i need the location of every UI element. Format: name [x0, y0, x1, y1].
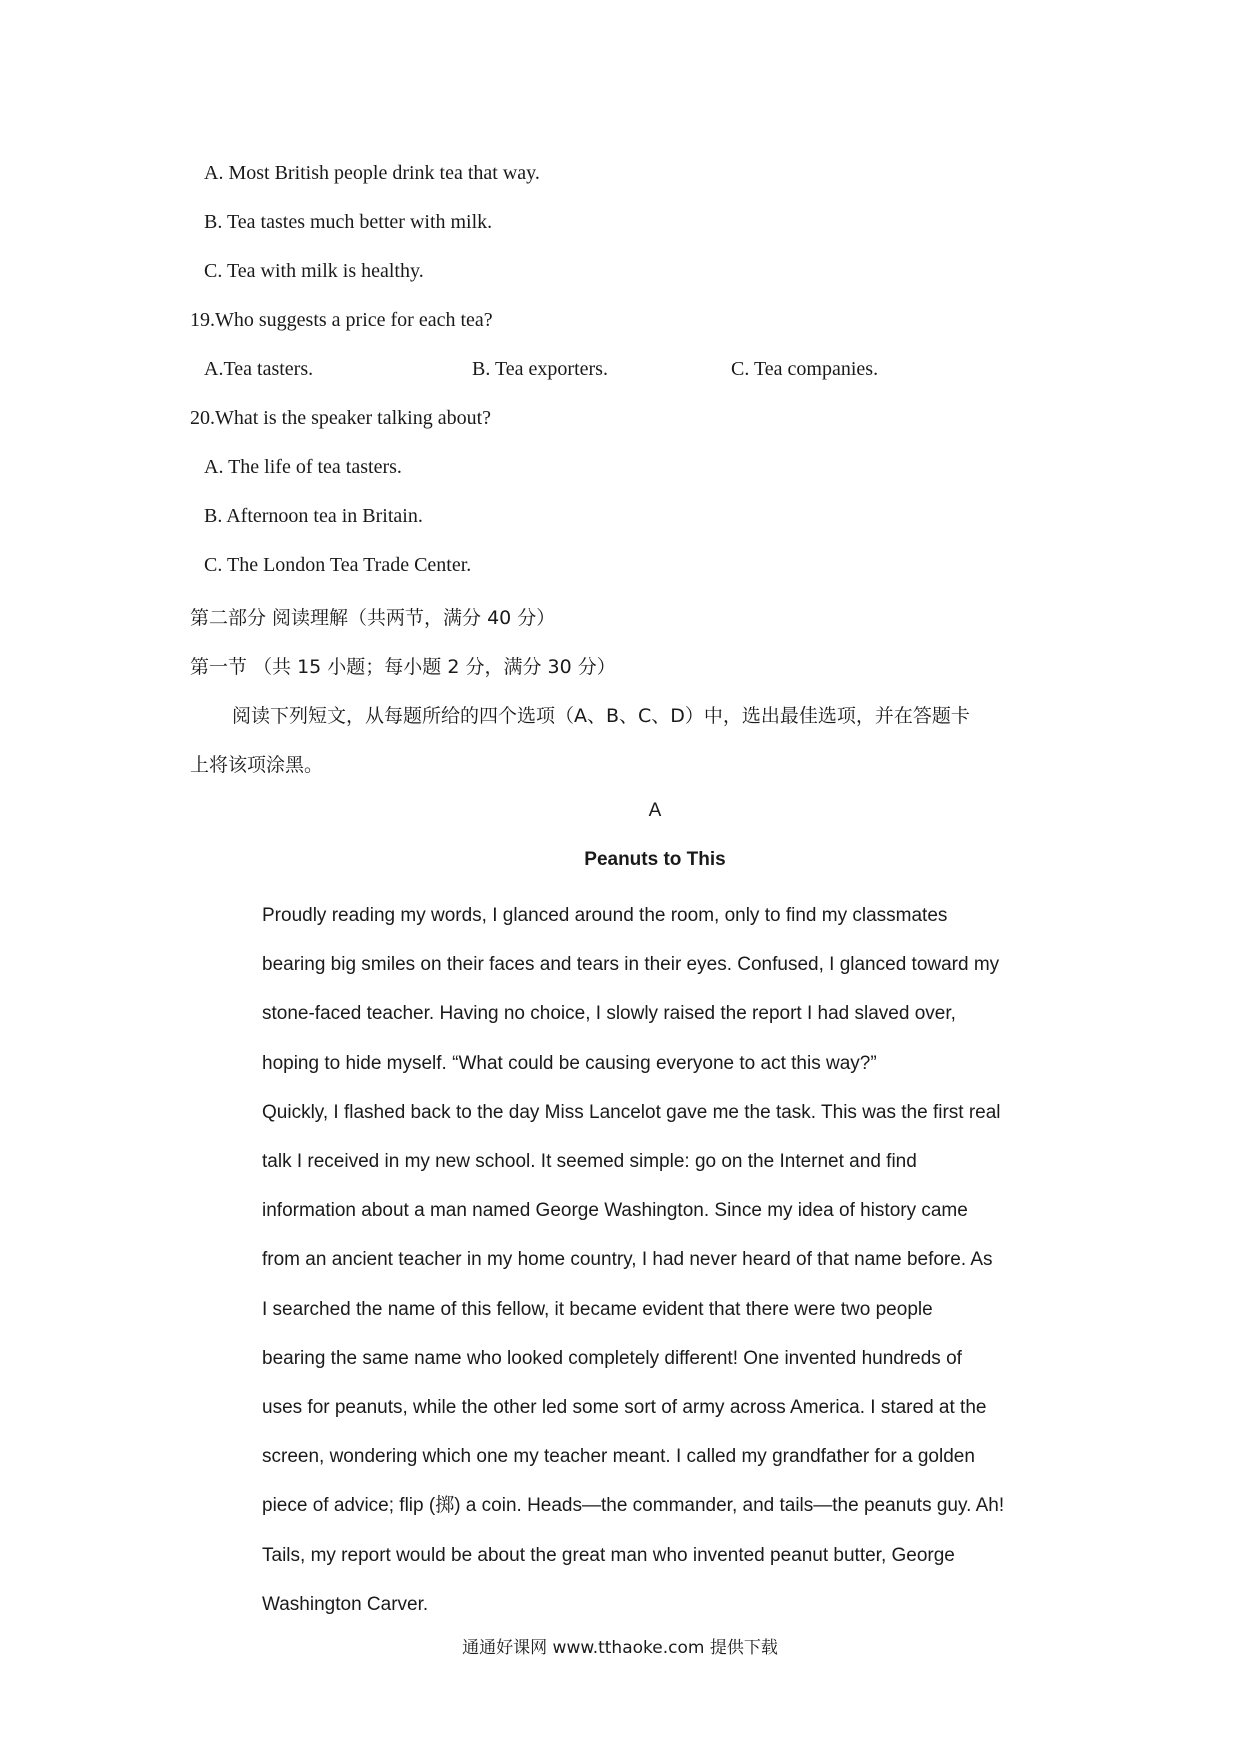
- q20-stem: 20.What is the speaker talking about?: [190, 407, 492, 429]
- passage-line: bearing the same name who looked completely different! One invented hundreds of: [262, 1347, 962, 1369]
- q19-stem: 19.Who suggests a price for each tea?: [190, 309, 493, 331]
- passage-label: A: [648, 800, 662, 821]
- passage-line: from an ancient teacher in my home country, I had never heard of that name before. As: [262, 1249, 993, 1271]
- q19-option-b: B. Tea exporters.: [472, 358, 608, 380]
- passage-title: Peanuts to This: [584, 849, 726, 870]
- q19-option-c: C. Tea companies.: [731, 358, 879, 380]
- passage-body: [262, 891, 1062, 1629]
- q20-option-b: B. Afternoon tea in Britain.: [204, 505, 423, 527]
- page-footer: 通通好课网 www.tthaoke.com 提供下载: [462, 1638, 778, 1658]
- passage-line: bearing big smiles on their faces and tears in their eyes. Confused, I glanced toward my: [262, 954, 1000, 976]
- instruction-line-2: 上将该项涂黑。: [190, 754, 324, 776]
- passage-line: uses for peanuts, while the other led some sort of army across America. I stared at the: [262, 1397, 987, 1419]
- passage-line: Washington Carver.: [262, 1593, 429, 1615]
- passage-line: piece of advice; flip (掷) a coin. Heads—the commander, and tails—the peanuts guy. Ah!: [262, 1495, 1005, 1517]
- passage-line: I searched the name of this fellow, it became evident that there were two people: [262, 1298, 933, 1320]
- passage-line: information about a man named George Washington. Since my idea of history came: [262, 1200, 968, 1222]
- passage-line: Quickly, I flashed back to the day Miss Lancelot gave me the task. This was the first real: [262, 1101, 1001, 1123]
- passage-line: stone-faced teacher. Having no choice, I slowly raised the report I had slaved over,: [262, 1003, 956, 1025]
- q20-option-a: A. The life of tea tasters.: [204, 456, 402, 478]
- q18-option-a: A. Most British people drink tea that way.: [204, 162, 540, 184]
- q20-option-c: C. The London Tea Trade Center.: [204, 554, 472, 576]
- passage-line: hoping to hide myself. “What could be causing everyone to act this way?”: [262, 1052, 877, 1074]
- passage-line: talk I received in my new school. It seemed simple: go on the Internet and find: [262, 1151, 917, 1173]
- instruction-line-1: 阅读下列短文，从每题所给的四个选项（A、B、C、D）中，选出最佳选项，并在答题卡: [232, 705, 970, 727]
- part2-heading: 第二部分 阅读理解（共两节，满分 40 分）: [190, 607, 556, 629]
- passage-line: screen, wondering which one my teacher meant. I called my grandfather for a golden: [262, 1446, 975, 1468]
- q18-option-b: B. Tea tastes much better with milk.: [204, 211, 493, 233]
- section1-heading: 第一节 （共 15 小题；每小题 2 分，满分 30 分）: [190, 656, 616, 678]
- passage-line: Proudly reading my words, I glanced around the room, only to find my classmates: [262, 905, 948, 926]
- q18-option-c: C. Tea with milk is healthy.: [204, 260, 424, 282]
- passage-line: Tails, my report would be about the great man who invented peanut butter, George: [262, 1544, 955, 1566]
- q19-option-a: A.Tea tasters.: [204, 358, 314, 380]
